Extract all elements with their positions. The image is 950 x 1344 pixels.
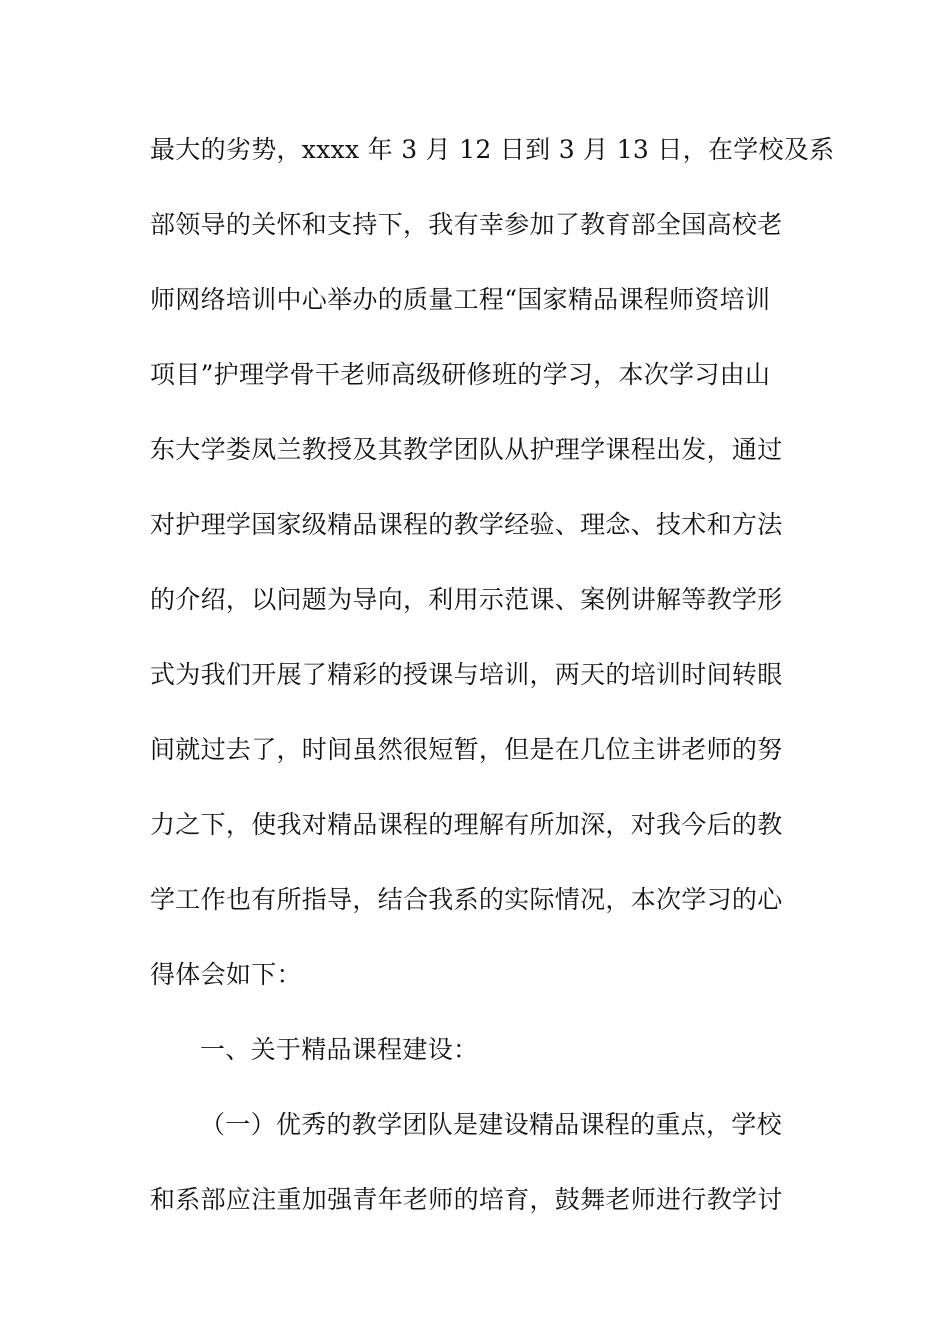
body-text-line: 项目”护理学骨干老师高级研修班的学习，本次学习由山 <box>150 360 771 389</box>
body-text-line: 力之下，使我对精品课程的理解有所加深，对我今后的教 <box>150 810 783 839</box>
section-heading: 一、关于精品课程建设： <box>200 1035 479 1064</box>
body-text-line: 的介绍，以问题为导向，利用示范课、案例讲解等教学形 <box>150 585 783 614</box>
body-text-line: 东大学娄凤兰教授及其教学团队从护理学课程出发，通过 <box>150 435 783 464</box>
body-text-line: 对护理学国家级精品课程的教学经验、理念、技术和方法 <box>150 510 783 539</box>
body-text-line: 学工作也有所指导，结合我系的实际情况，本次学习的心 <box>150 885 783 914</box>
body-text-line: 最大的劣势，xxxx 年 3 月 12 日到 3 月 13 日，在学校及系 <box>150 135 835 164</box>
subsection-paragraph-start: （一）优秀的教学团队是建设精品课程的重点，学校 <box>200 1110 782 1139</box>
body-text-line: 师网络培训中心举办的质量工程“国家精品课程师资培训 <box>150 285 771 314</box>
body-text-line: 和系部应注重加强青年老师的培育，鼓舞老师进行教学讨 <box>150 1185 783 1214</box>
body-text-line: 间就过去了，时间虽然很短暂，但是在几位主讲老师的努 <box>150 735 783 764</box>
body-text-line: 得体会如下： <box>150 960 302 989</box>
body-text-line: 部领导的关怀和支持下，我有幸参加了教育部全国高校老 <box>150 210 783 239</box>
body-text-line: 式为我们开展了精彩的授课与培训，两天的培训时间转眼 <box>150 660 783 689</box>
